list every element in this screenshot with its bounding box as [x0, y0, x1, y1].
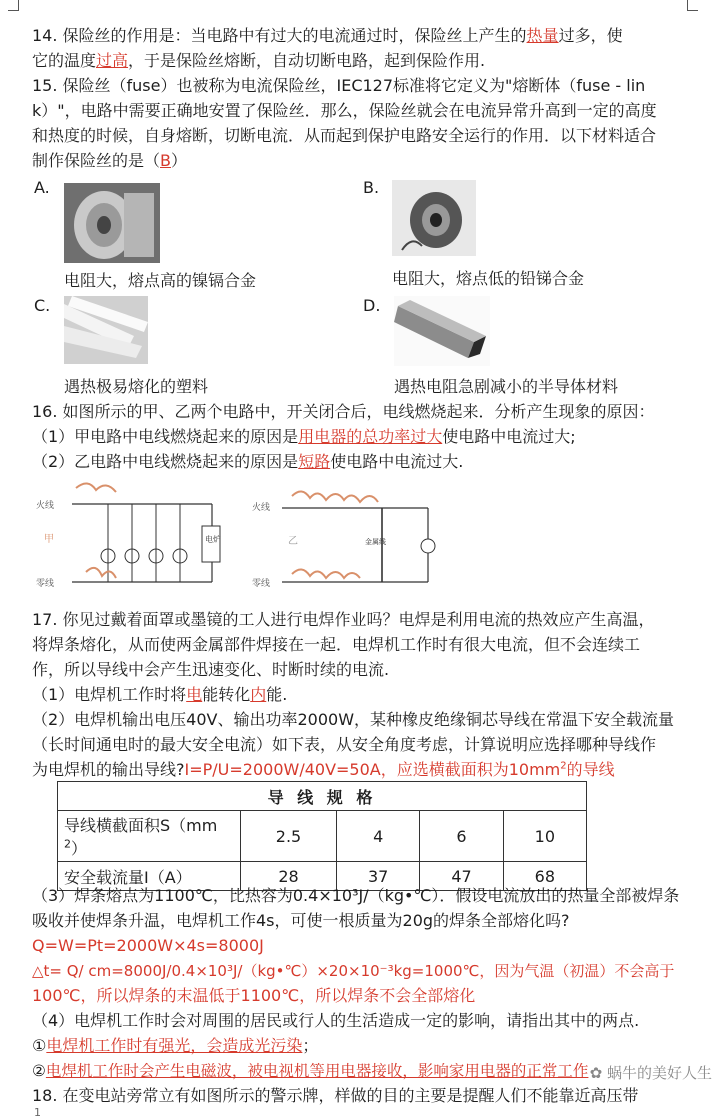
q17-p4-answer-1: 电焊机工作时有强光，会造成光污染 — [46, 1036, 303, 1055]
option-a-letter: A. — [34, 178, 50, 197]
q16-answer-1: 用电器的总功率过大 — [298, 427, 443, 446]
table-cell: 28 — [241, 862, 337, 891]
q17-p2-answer-sup: 2 — [560, 760, 567, 772]
q15-line3: 和热度的时候，自身熔断，切断电流．从而起到保护电路安全运行的作用．以下材料适合 — [32, 126, 657, 145]
circuit-yi-label: 乙 — [288, 536, 298, 547]
q17-line2: 将焊条熔化，从而使两金属部件焊接在一起．电焊机工作时有很大电流，但不会连续工 — [32, 635, 641, 654]
table-cell: 10 — [503, 811, 586, 862]
q15-text: 制作保险丝的是（ — [32, 151, 161, 170]
q17-p1-text: 能. — [266, 685, 288, 704]
wechat-icon: ✿ — [589, 1064, 607, 1082]
circuit-yi-neutral-label: 零线 — [252, 579, 271, 589]
table-cell: 47 — [420, 862, 503, 891]
option-a-caption: 电阻大，熔点高的镍镉合金 — [64, 271, 257, 290]
q15-line2: k）"，电路中需要正确地安置了保险丝．那么，保险丝就会在电流异常升高到一定的高度 — [32, 101, 657, 120]
option-d-letter: D. — [363, 296, 381, 315]
q17-part4-answer-1-line — [32, 1034, 318, 1058]
q14-text: 14. 保险丝的作用是：当电路中有过大的电流通过时，保险丝上产生的 — [32, 26, 527, 45]
q17-part2-line2: （长时间通电时的最大安全电流）如下表，从安全角度考虑，计算说明应选择哪种导线作 — [32, 735, 657, 754]
q17-p4-answer-2: 电焊机工作时会产生电磁波，被电视机等用电器接收，影响家用电器的正常工作 — [45, 1062, 589, 1080]
q17-line1: 17. 你见过戴着面罩或墨镜的工人进行电焊作业吗？电焊是利用电流的热效应产生高温， — [32, 610, 655, 629]
q14-text: 过多，使 — [558, 26, 623, 45]
q17-p1-text: 能转化 — [202, 685, 251, 704]
q14-line2 — [32, 49, 485, 73]
option-c-caption: 遇热极易熔化的塑料 — [64, 377, 209, 396]
q16-answer-2: 短路 — [298, 452, 331, 471]
table-cell-label: 导线横截面积S（mm — [64, 816, 218, 835]
q15-line1: 15. 保险丝（fuse）也被称为电流保险丝，IEC127标准将它定义为"熔断体（fuse - lin — [32, 76, 646, 95]
page-number: 1 — [34, 1106, 41, 1119]
q16-line3 — [32, 450, 463, 474]
table-cell: 37 — [337, 862, 420, 891]
table-row-label-current: 安全载流量I（A） — [58, 862, 241, 891]
option-d-caption: 遇热电阻急剧减小的半导体材料 — [394, 377, 619, 396]
table-cell-label-end: ） — [71, 839, 88, 858]
plastic-rods-photo — [64, 296, 148, 364]
q17-line3: 作，所以导线中会产生迅速变化、时断时续的电流. — [32, 660, 390, 679]
table-row — [58, 811, 587, 862]
table-cell: 6 — [420, 811, 503, 862]
q14-text: ，于是保险丝熔断，自动切断电路，起到保险作用. — [128, 51, 486, 70]
table-cell: 4 — [337, 811, 420, 862]
watermark-text: 蜗牛的美好人生 — [606, 1064, 712, 1082]
q17-part3-line2: 吸收并使焊条升温，电焊机工作4s，可使一根质量为20g的焊条全部熔化吗? — [32, 911, 570, 930]
table-title: 导 线 规 格 — [58, 782, 587, 811]
q17-p2-text: 为电焊机的输出导线? — [32, 760, 185, 779]
circuit-jia-neutral-label: 零线 — [36, 579, 55, 589]
circuit-jia-device-label: 电炉 — [205, 535, 221, 544]
q17-part3-answer-3: 100℃，所以焊条的末温低于1100℃，所以焊条不会全部熔化 — [32, 986, 476, 1005]
q16-text: （2）乙电路中电线燃烧起来的原因是 — [32, 452, 299, 471]
q14-line1 — [32, 24, 623, 48]
lead-antimony-wire-roll-photo — [392, 180, 476, 256]
circuit-diagram-jia — [36, 482, 226, 594]
circuit-jia-label: 甲 — [44, 534, 54, 545]
circuit-diagram-yi — [252, 482, 438, 594]
circuit-yi-wire-label: 金属线 — [365, 538, 386, 546]
q17-part3-answer-2: △t= Q/ cm=8000J/0.4×10³J/（kg•℃）×20×10⁻³kg=1000℃，因为气温（初温）不会高于 — [32, 962, 675, 980]
table-cell: 68 — [503, 862, 586, 891]
table-title-row — [58, 782, 587, 811]
q14-answer-temp: 过高 — [96, 51, 129, 70]
q17-part3-line1: （3）焊条熔点为1100℃，比热容为0.4×10³J/（kg•℃）．假设电流放出的热量全部被焊条 — [32, 886, 680, 905]
q15-answer: B — [160, 151, 171, 170]
q17-part2-line1: （2）电焊机输出电压40V、输出功率2000W，某种橡皮绝缘铜芯导线在常温下安全载流量 — [32, 710, 675, 729]
q15-line4 — [32, 149, 187, 173]
q17-part4-answer-2-line — [32, 1059, 588, 1083]
semiconductor-bar-photo — [394, 296, 490, 366]
option-c-letter: C. — [34, 296, 51, 315]
q14-answer-heat: 热量 — [526, 26, 559, 45]
circuit-jia-live-label: 火线 — [36, 501, 55, 511]
q14-text: 它的温度 — [32, 51, 97, 70]
watermark — [590, 1062, 712, 1083]
q17-part1 — [32, 683, 287, 707]
q16-line2 — [32, 425, 576, 449]
q17-p4-end: ； — [302, 1036, 319, 1055]
q17-p2-answer: I=P/U=2000W/40V=50A，应选横截面积为10mm — [184, 760, 561, 779]
q17-part2-line3 — [32, 758, 615, 782]
wire-spec-table — [57, 781, 587, 891]
q17-p1-answer-1: 电 — [186, 685, 203, 704]
nickel-cadmium-spool-photo — [64, 183, 160, 263]
option-b-caption: 电阻大，熔点低的铅锑合金 — [392, 269, 585, 288]
q17-p4-prefix: ② — [32, 1062, 46, 1080]
table-row-label-area — [58, 811, 241, 862]
q16-text: 使电路中电流过大. — [330, 452, 464, 471]
q17-p1-text: （1）电焊机工作时将 — [32, 685, 187, 704]
corner-mark-top-left — [8, 0, 19, 11]
table-cell-label-sup: 2 — [64, 837, 71, 851]
q16-text: （1）甲电路中电线燃烧起来的原因是 — [32, 427, 299, 446]
q17-p2-answer-end: 的导线 — [566, 760, 615, 779]
q16-text: 使电路中电流过大; — [442, 427, 576, 446]
q16-line1: 16. 如图所示的甲、乙两个电路中，开关闭合后，电线燃烧起来．分析产生现象的原因： — [32, 402, 655, 421]
q17-p4-prefix: ① — [32, 1036, 47, 1055]
table-cell: 2.5 — [241, 811, 337, 862]
q15-text: ） — [171, 151, 188, 170]
q18-line1: 18. 在变电站旁常立有如图所示的警示牌，样做的目的主要是提醒人们不能靠近高压带 — [32, 1086, 639, 1105]
circuit-yi-live-label: 火线 — [252, 503, 271, 513]
q17-part3-answer-1: Q=W=Pt=2000W×4s=8000J — [32, 936, 264, 955]
q17-part4-line1: （4）电焊机工作时会对周围的居民或行人的生活造成一定的影响，请指出其中的两点. — [32, 1011, 640, 1030]
corner-mark-top-right — [687, 0, 698, 11]
q17-p1-answer-2: 内 — [250, 685, 267, 704]
option-b-letter: B. — [363, 178, 380, 197]
